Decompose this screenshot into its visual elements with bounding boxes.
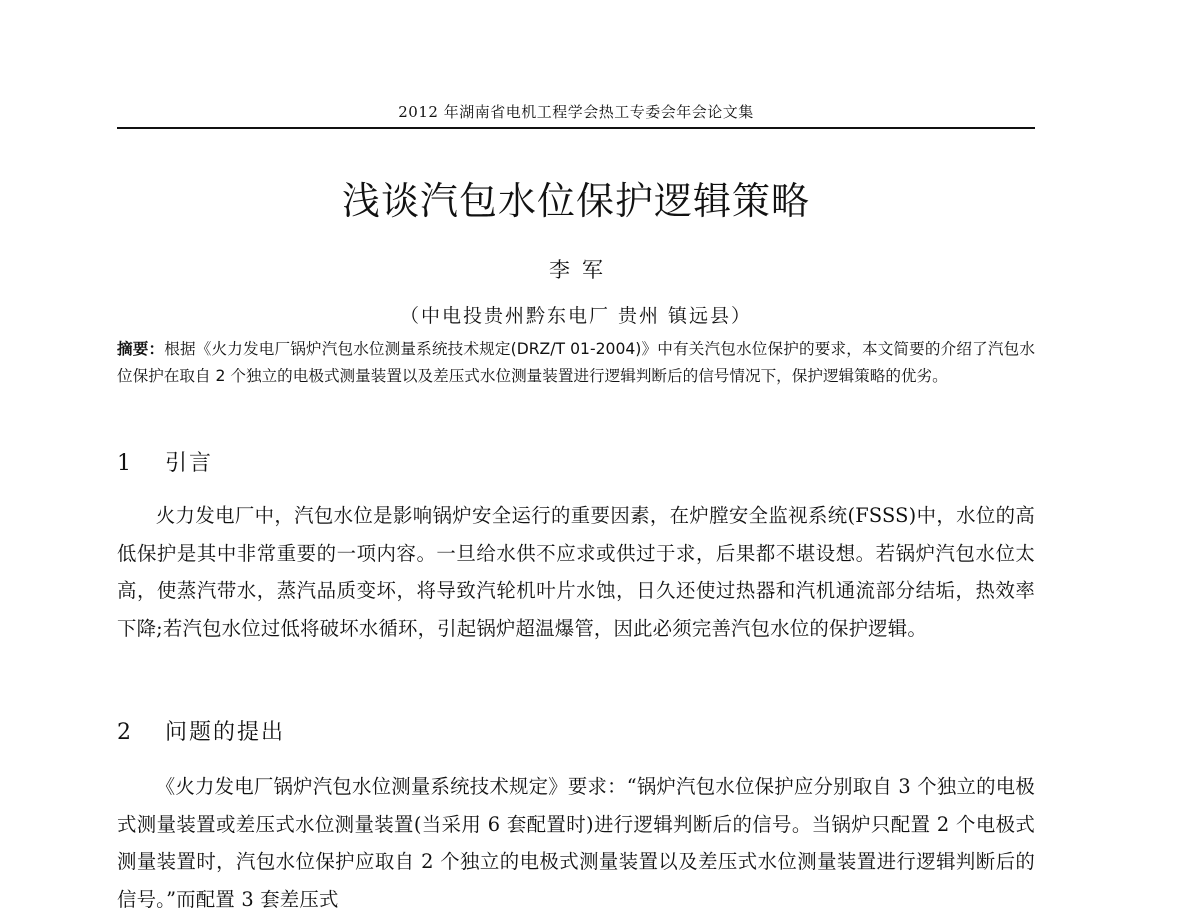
section-heading-intro: [117, 449, 1035, 479]
abstract-text: 根据《火力发电厂锅炉汽包水位测量系统技术规定(DRZ/T 01-2004)》中有关汽包水位保护的要求，本文简要的介绍了汽包水位保护在取自 2 个独立的电极式测量装置以及差压式水位测量装置进行逻辑判断后的信号情况下，保护逻辑策略的优劣。: [117, 340, 1035, 385]
section-number: 1: [117, 451, 131, 476]
section-heading-problem: [117, 718, 1035, 748]
section-number: 2: [117, 720, 131, 745]
author-affiliation: （中电投贵州黔东电厂 贵州 镇远县）: [399, 305, 753, 327]
section-title: 引言: [165, 451, 214, 476]
section-body-problem: [117, 768, 1035, 918]
section-title: 问题的提出: [165, 720, 286, 745]
paper-title: 浅谈汽包水位保护逻辑策略: [341, 179, 810, 223]
abstract-label: 摘要：: [117, 340, 165, 358]
abstract: [117, 336, 1035, 390]
paragraph: 《火力发电厂锅炉汽包水位测量系统技术规定》要求：“锅炉汽包水位保护应分别取自 3 个独立的电极式测量装置或差压式水位测量装置(当采用 6 套配置时)进行逻辑判断后的信号。当锅炉只配置 2 个电极式测量装置时，汽包水位保护应取自 2 个独立的电极式测量装置以及差压式水位测量装置进行逻辑判断后的信号。”而配置 3 套差压式: [117, 775, 1035, 911]
running-header: 2012 年湖南省电机工程学会热工专委会年会论文集: [398, 103, 754, 121]
author-name: 李军: [549, 258, 615, 282]
header-rule: [117, 127, 1035, 129]
section-body-intro: [117, 497, 1035, 647]
paragraph: 火力发电厂中，汽包水位是影响锅炉安全运行的重要因素，在炉膛安全监视系统(FSSS)中，水位的高低保护是其中非常重要的一项内容。一旦给水供不应求或供过于求，后果都不堪设想。若锅炉汽包水位太高，使蒸汽带水，蒸汽品质变坏，将导致汽轮机叶片水蚀，日久还使过热器和汽机通流部分结垢，热效率下降;若汽包水位过低将破坏水循环，引起锅炉超温爆管，因此必须完善汽包水位的保护逻辑。: [117, 504, 1035, 640]
